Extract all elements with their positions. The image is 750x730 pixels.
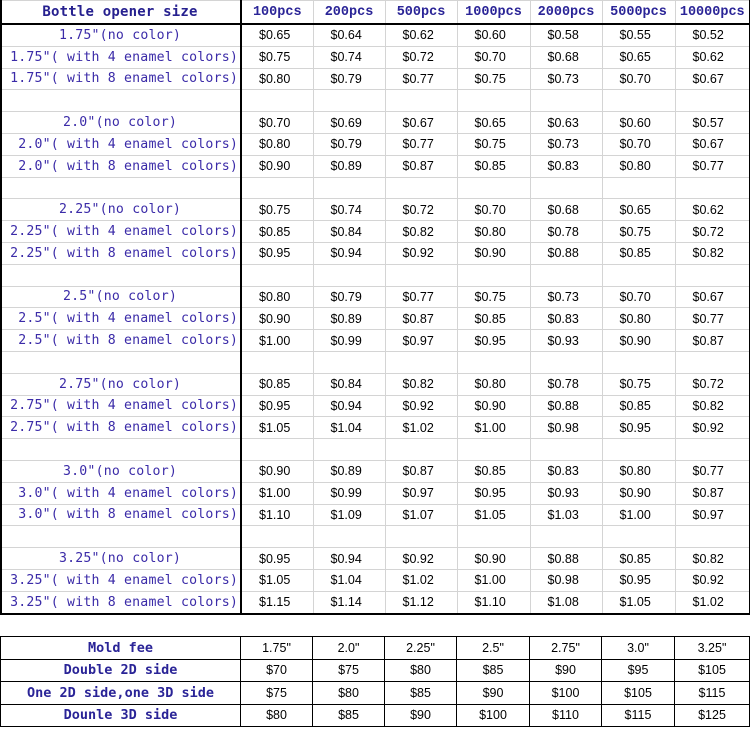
price-cell: $0.94 [313,395,385,417]
spacer-cell [313,264,385,286]
price-cell: $0.90 [457,242,530,264]
mold-price-cell: $95 [602,659,675,682]
spacer-cell [675,439,750,461]
spacer-cell [313,177,385,199]
price-cell: $0.98 [530,569,602,591]
price-cell: $0.79 [313,68,385,90]
price-cell: $0.68 [530,46,602,68]
spacer-cell [241,90,313,112]
size-label: 1.75"( with 4 enamel colors) [1,46,241,68]
spacer-cell [385,526,457,548]
price-cell: $0.75 [241,199,313,221]
spacer-cell [675,177,750,199]
spacer-cell [602,264,675,286]
spacer-cell [602,90,675,112]
spacer-cell [241,264,313,286]
price-cell: $0.97 [675,504,750,526]
price-cell: $0.95 [241,395,313,417]
price-row [1,504,750,526]
price-cell: $0.75 [457,68,530,90]
price-cell: $0.93 [530,330,602,352]
quantity-header: 100pcs [241,1,313,25]
price-row [1,286,750,308]
spacer-cell [530,264,602,286]
spacer-cell [457,526,530,548]
price-cell: $1.00 [241,482,313,504]
spacer-row [1,264,750,286]
price-cell: $0.95 [457,482,530,504]
spacer-cell [457,439,530,461]
price-cell: $0.77 [675,460,750,482]
spacer-cell [602,439,675,461]
spacer-cell [1,177,241,199]
price-cell: $0.83 [530,155,602,177]
price-cell: $0.87 [385,308,457,330]
price-cell: $0.68 [530,199,602,221]
price-cell: $1.05 [241,417,313,439]
mold-price-cell: $85 [457,659,530,682]
spacer-cell [675,90,750,112]
price-cell: $0.72 [385,46,457,68]
price-cell: $0.90 [457,395,530,417]
price-cell: $0.72 [385,199,457,221]
quantity-header: 2000pcs [530,1,602,25]
mold-fee-table [0,636,750,727]
size-label: 2.75"( with 4 enamel colors) [1,395,241,417]
mold-type-label: One 2D side,one 3D side [1,682,241,705]
price-cell: $0.97 [385,330,457,352]
price-cell: $0.70 [602,68,675,90]
price-cell: $1.00 [457,569,530,591]
price-cell: $0.60 [602,112,675,134]
spacer-cell [457,264,530,286]
price-cell: $0.88 [530,395,602,417]
price-cell: $0.92 [385,242,457,264]
price-row [1,68,750,90]
spacer-row [1,526,750,548]
size-label: 1.75"(no color) [1,24,241,46]
price-cell: $0.77 [675,308,750,330]
price-cell: $0.65 [457,112,530,134]
price-cell: $1.02 [675,591,750,613]
price-cell: $0.83 [530,460,602,482]
quantity-header: 10000pcs [675,1,750,25]
price-cell: $0.99 [313,330,385,352]
spacer-cell [530,526,602,548]
mold-fee-label: Mold fee [1,637,241,660]
price-cell: $1.02 [385,417,457,439]
price-cell: $1.04 [313,569,385,591]
size-label: 3.0"( with 4 enamel colors) [1,482,241,504]
spacer-cell [241,526,313,548]
price-cell: $0.85 [457,460,530,482]
spacer-cell [602,351,675,373]
price-cell: $0.84 [313,373,385,395]
spacer-cell [241,177,313,199]
size-label: 2.0"( with 4 enamel colors) [1,133,241,155]
price-cell: $0.95 [241,242,313,264]
price-cell: $0.62 [385,24,457,46]
price-cell: $0.82 [675,242,750,264]
price-row [1,373,750,395]
price-cell: $1.09 [313,504,385,526]
price-cell: $0.82 [675,548,750,570]
price-cell: $0.57 [675,112,750,134]
spacer-cell [530,439,602,461]
size-label: 2.25"(no color) [1,199,241,221]
spacer-cell [313,90,385,112]
price-cell: $0.67 [385,112,457,134]
price-cell: $0.79 [313,133,385,155]
price-cell: $1.10 [241,504,313,526]
spacer-cell [385,351,457,373]
size-label: 1.75"( with 8 enamel colors) [1,68,241,90]
price-cell: $0.67 [675,68,750,90]
price-cell: $1.05 [602,591,675,613]
price-cell: $0.97 [385,482,457,504]
price-cell: $0.85 [602,548,675,570]
price-cell: $0.88 [530,242,602,264]
price-row [1,112,750,134]
spacer-cell [675,264,750,286]
price-row [1,24,750,46]
price-cell: $0.75 [602,221,675,243]
price-cell: $0.89 [313,308,385,330]
price-cell: $0.87 [675,482,750,504]
mold-price-cell: $90 [457,682,530,705]
price-cell: $0.85 [602,395,675,417]
price-row [1,155,750,177]
mold-price-cell: $80 [385,659,457,682]
spacer-cell [1,264,241,286]
price-cell: $0.87 [675,330,750,352]
spacer-cell [1,351,241,373]
spacer-cell [385,177,457,199]
price-cell: $1.00 [241,330,313,352]
price-cell: $0.67 [675,286,750,308]
price-cell: $1.15 [241,591,313,613]
price-cell: $0.85 [457,155,530,177]
spacer-cell [313,351,385,373]
price-cell: $0.79 [313,286,385,308]
price-cell: $0.65 [602,199,675,221]
price-cell: $0.95 [602,417,675,439]
price-cell: $0.80 [457,373,530,395]
price-row [1,417,750,439]
mold-price-cell: $125 [675,704,750,727]
spacer-cell [530,90,602,112]
mold-row [1,704,750,727]
mold-size-header: 1.75" [241,637,313,660]
price-cell: $1.00 [602,504,675,526]
spacer-cell [1,526,241,548]
size-label: 2.25"( with 4 enamel colors) [1,221,241,243]
price-cell: $0.72 [675,221,750,243]
price-cell: $0.77 [385,133,457,155]
spacer-cell [385,439,457,461]
price-cell: $0.70 [457,46,530,68]
price-row [1,482,750,504]
mold-size-header: 2.0" [313,637,385,660]
size-label: 2.5"( with 4 enamel colors) [1,308,241,330]
size-label: 3.25"( with 8 enamel colors) [1,591,241,613]
quantity-header: 5000pcs [602,1,675,25]
price-cell: $0.69 [313,112,385,134]
mold-price-cell: $80 [241,704,313,727]
price-cell: $0.70 [241,112,313,134]
spacer-row [1,177,750,199]
spacer-row [1,351,750,373]
price-cell: $0.64 [313,24,385,46]
price-cell: $1.12 [385,591,457,613]
size-label: 2.75"( with 8 enamel colors) [1,417,241,439]
mold-price-cell: $100 [530,682,602,705]
price-cell: $0.72 [675,373,750,395]
price-cell: $0.90 [602,482,675,504]
price-cell: $1.05 [241,569,313,591]
price-cell: $0.62 [675,199,750,221]
price-cell: $0.77 [675,155,750,177]
price-cell: $0.74 [313,199,385,221]
price-row [1,242,750,264]
price-cell: $0.62 [675,46,750,68]
mold-price-cell: $90 [385,704,457,727]
spacer-cell [313,439,385,461]
price-cell: $0.80 [602,308,675,330]
price-cell: $0.63 [530,112,602,134]
spacer-cell [385,264,457,286]
price-row [1,133,750,155]
mold-price-cell: $115 [602,704,675,727]
size-label: 3.0"( with 8 enamel colors) [1,504,241,526]
price-row [1,221,750,243]
price-cell: $0.73 [530,286,602,308]
price-cell: $1.02 [385,569,457,591]
price-cell: $0.78 [530,373,602,395]
price-row [1,330,750,352]
mold-price-cell: $80 [313,682,385,705]
price-row [1,199,750,221]
price-cell: $0.92 [675,417,750,439]
mold-price-cell: $75 [241,682,313,705]
size-label: 3.25"(no color) [1,548,241,570]
price-cell: $0.95 [457,330,530,352]
price-cell: $0.87 [385,155,457,177]
quantity-header: 500pcs [385,1,457,25]
price-cell: $0.90 [457,548,530,570]
price-cell: $0.92 [385,395,457,417]
price-cell: $0.90 [241,460,313,482]
price-cell: $0.80 [241,286,313,308]
spacer-row [1,439,750,461]
size-label: 2.0"( with 8 enamel colors) [1,155,241,177]
price-cell: $0.70 [602,286,675,308]
quantity-header: 200pcs [313,1,385,25]
price-cell: $1.03 [530,504,602,526]
mold-type-label: Double 2D side [1,659,241,682]
quantity-header: 1000pcs [457,1,530,25]
mold-size-header: 2.75" [530,637,602,660]
price-cell: $0.74 [313,46,385,68]
size-label: 2.5"(no color) [1,286,241,308]
price-row [1,591,750,613]
price-cell: $0.75 [241,46,313,68]
mold-price-cell: $105 [602,682,675,705]
mold-price-cell: $105 [675,659,750,682]
mold-price-cell: $85 [313,704,385,727]
price-cell: $0.95 [241,548,313,570]
price-cell: $0.58 [530,24,602,46]
price-cell: $0.80 [241,68,313,90]
spacer-cell [241,351,313,373]
price-cell: $0.94 [313,242,385,264]
price-cell: $0.77 [385,68,457,90]
price-cell: $1.04 [313,417,385,439]
price-cell: $0.78 [530,221,602,243]
price-row [1,548,750,570]
price-cell: $0.82 [675,395,750,417]
size-column-header: Bottle opener size [1,1,241,25]
price-cell: $0.52 [675,24,750,46]
mold-row [1,682,750,705]
price-cell: $0.55 [602,24,675,46]
price-cell: $1.08 [530,591,602,613]
price-cell: $0.65 [602,46,675,68]
spacer-cell [675,351,750,373]
price-cell: $0.70 [602,133,675,155]
mold-size-header: 3.0" [602,637,675,660]
mold-size-header: 2.25" [385,637,457,660]
price-cell: $0.70 [457,199,530,221]
price-row [1,460,750,482]
price-row [1,395,750,417]
price-cell: $0.82 [385,221,457,243]
price-cell: $0.75 [457,286,530,308]
spacer-cell [602,177,675,199]
price-cell: $0.90 [241,155,313,177]
price-cell: $0.84 [313,221,385,243]
spacer-cell [1,439,241,461]
spacer-cell [313,526,385,548]
price-cell: $0.75 [457,133,530,155]
price-cell: $0.94 [313,548,385,570]
price-cell: $0.99 [313,482,385,504]
price-cell: $0.85 [241,373,313,395]
price-cell: $0.90 [602,330,675,352]
spacer-row [1,90,750,112]
price-cell: $0.98 [530,417,602,439]
price-row [1,308,750,330]
mold-header-row [1,637,750,660]
price-cell: $0.92 [675,569,750,591]
price-cell: $0.60 [457,24,530,46]
mold-row [1,659,750,682]
mold-price-cell: $115 [675,682,750,705]
price-cell: $0.85 [457,308,530,330]
price-cell: $0.92 [385,548,457,570]
price-cell: $0.83 [530,308,602,330]
size-label: 3.0"(no color) [1,460,241,482]
price-cell: $1.14 [313,591,385,613]
size-label: 2.75"(no color) [1,373,241,395]
mold-price-cell: $90 [530,659,602,682]
price-cell: $0.73 [530,133,602,155]
price-cell: $1.00 [457,417,530,439]
mold-size-header: 3.25" [675,637,750,660]
mold-type-label: Dounle 3D side [1,704,241,727]
price-cell: $0.89 [313,460,385,482]
mold-price-cell: $110 [530,704,602,727]
price-cell: $0.82 [385,373,457,395]
price-cell: $0.77 [385,286,457,308]
price-cell: $1.10 [457,591,530,613]
spacer-cell [530,351,602,373]
price-cell: $0.80 [602,460,675,482]
mold-price-cell: $75 [313,659,385,682]
mold-size-header: 2.5" [457,637,530,660]
spacer-cell [241,439,313,461]
price-cell: $0.73 [530,68,602,90]
price-cell: $0.67 [675,133,750,155]
spacer-cell [385,90,457,112]
spacer-cell [530,177,602,199]
price-cell: $0.88 [530,548,602,570]
price-cell: $0.65 [241,24,313,46]
price-cell: $0.85 [241,221,313,243]
size-label: 2.5"( with 8 enamel colors) [1,330,241,352]
size-label: 3.25"( with 4 enamel colors) [1,569,241,591]
price-cell: $1.05 [457,504,530,526]
mold-price-cell: $100 [457,704,530,727]
spacer-cell [675,526,750,548]
spacer-cell [1,90,241,112]
size-label: 2.25"( with 8 enamel colors) [1,242,241,264]
price-row [1,569,750,591]
price-cell: $0.80 [457,221,530,243]
price-cell: $0.90 [241,308,313,330]
spacer-cell [457,351,530,373]
price-row [1,46,750,68]
price-cell: $1.07 [385,504,457,526]
price-cell: $0.80 [241,133,313,155]
spacer-cell [457,177,530,199]
price-cell: $0.85 [602,242,675,264]
price-cell: $0.80 [602,155,675,177]
price-cell: $0.93 [530,482,602,504]
spacer-cell [602,526,675,548]
price-cell: $0.75 [602,373,675,395]
mold-price-cell: $85 [385,682,457,705]
spacer-cell [457,90,530,112]
mold-price-cell: $70 [241,659,313,682]
price-cell: $0.95 [602,569,675,591]
price-cell: $0.89 [313,155,385,177]
size-label: 2.0"(no color) [1,112,241,134]
price-cell: $0.87 [385,460,457,482]
header-row [1,1,750,25]
